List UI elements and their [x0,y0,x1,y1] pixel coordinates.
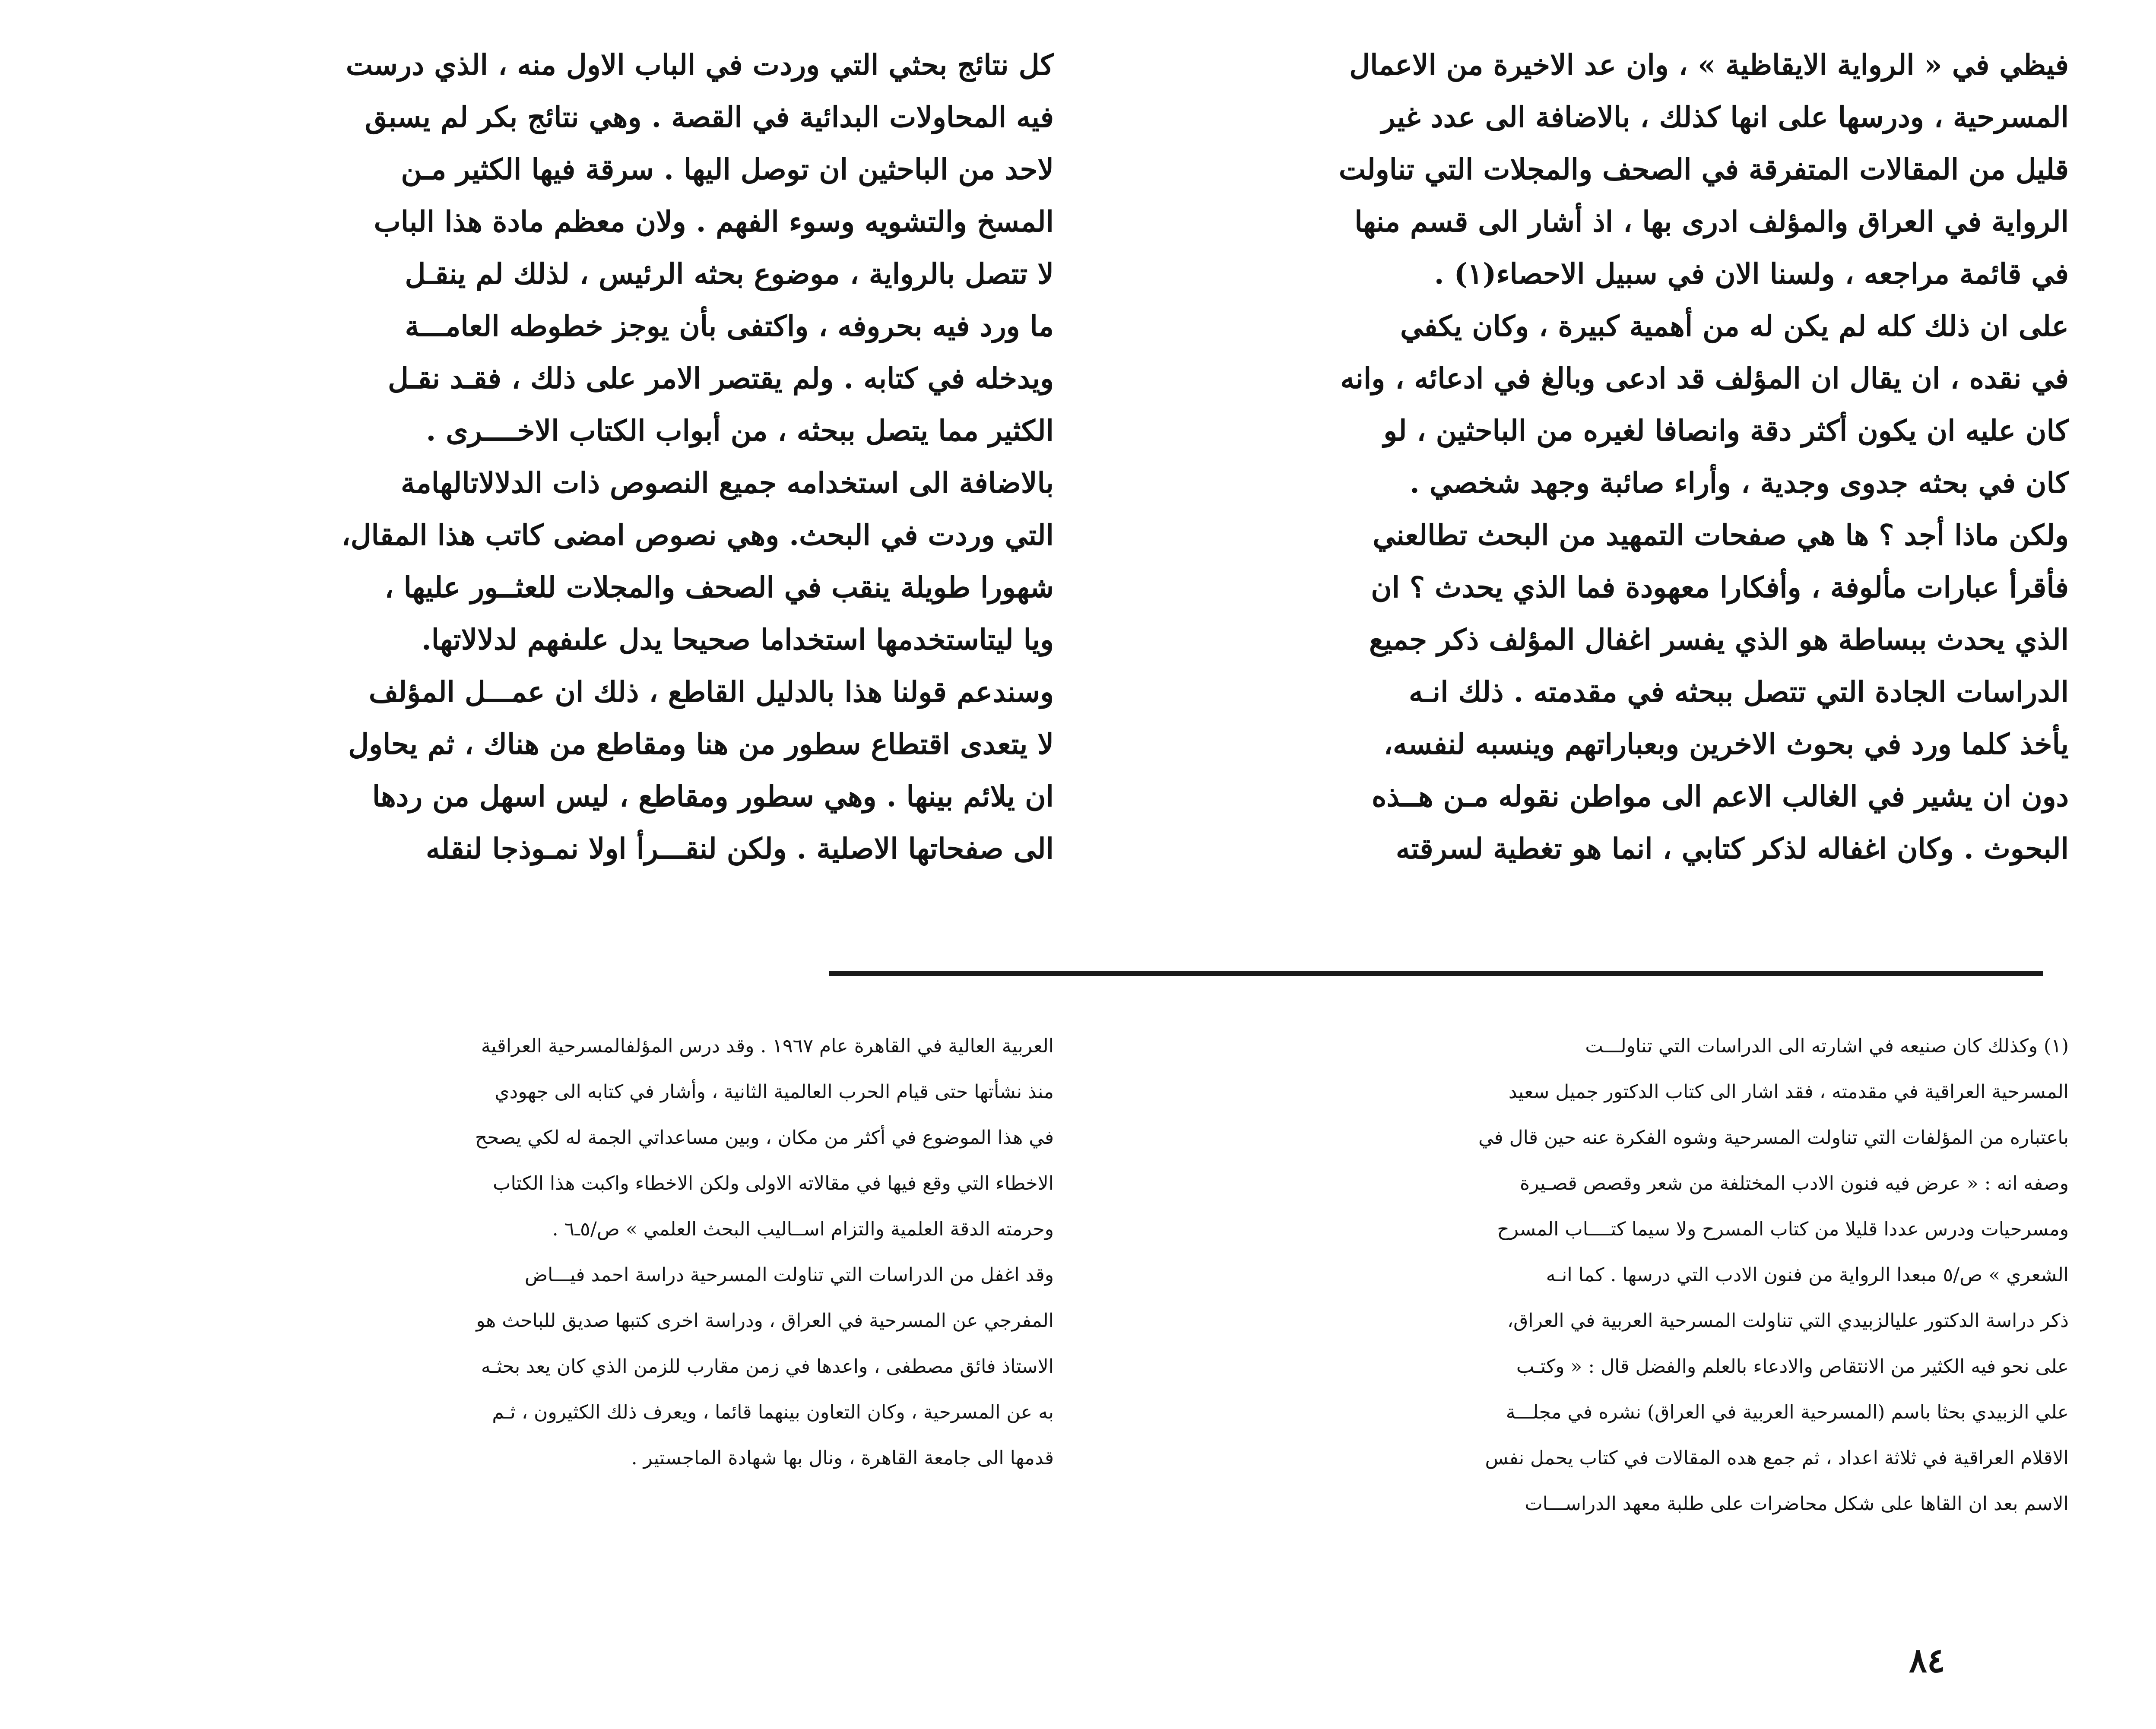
footnote-line: على نحو فيه الكثير من الانتقاص والادعاء بالعلم والفضل قال : « وكتـب [1516,1355,2069,1378]
footnote-line: وقد اغفل من الدراسات التي تناولت المسرحية دراسة احمد فيـــاض [524,1264,1054,1286]
text-line: في نقده ، ان يقال ان المؤلف قد ادعى وبالغ في ادعائه ، وانه [1340,361,2069,395]
text-line: الكثير مما يتصل ببحثه ، من أبواب الكتاب الاخــــرى . [426,414,1054,447]
text-line: قليل من المقالات المتفرقة في الصحف والمجلات التي تناولت [1338,152,2069,186]
footnote-line: الاقلام العراقية في ثلاثة اعداد ، ثم جمع هده المقالات في كتاب يحمل نفس [1485,1447,2069,1469]
text-line: لا تتصل بالرواية ، موضوع بحثه الرئيس ، لذلك لم ينقـل [405,257,1054,291]
text-line: بالاضافة الى استخدامه جميع النصوص ذات الدلالاتالهامة [401,466,1054,500]
footnote-line: الاخطاء التي وقع فيها في مقالاته الاولى ولكن الاخطاء واكبت هذا الكتاب [493,1172,1054,1194]
text-line: البحوث . وكان اغفاله لذكر كتابي ، انما هو تغطية لسرقته [1395,832,2069,865]
footnote-separator-rule [829,971,2043,976]
footnote-right-column [1119,1023,2069,1637]
text-line: المسرحية ، ودرسها على انها كذلك ، بالاضافة الى عدد غير [1381,100,2069,134]
text-line: الى صفحاتها الاصلية . ولكن لنقـــرأ اولا نمـوذجا لنقله [425,832,1054,865]
page-number: ٨٤ [1909,1641,1945,1680]
footnote-line: وصفه انه : « عرض فيه فنون الادب المختلفة من شعر وقصص قصـيرة [1519,1172,2069,1194]
footnote-line: علي الزبيدي بحثا باسم (المسرحية العربية في العراق) نشره في مجلـــة [1506,1401,2069,1423]
footnote-line: الشعري » ص/٥ مبعدا الرواية من فنون الادب التي درسها . كما انـه [1546,1264,2069,1286]
footnote-left-column [104,1023,1054,1524]
footnote-line: منذ نشأتها حتى قيام الحرب العالمية الثانية ، وأشار في كتابه الى جهودي [495,1081,1054,1103]
text-line: كان في بحثه جدوى وجدية ، وأراء صائبة وجهد شخصي . [1409,466,2069,500]
text-line: ويا ليتاستخدمها استخداما صحيحا يدل علىفهم لدلالاتها. [421,623,1054,656]
text-line: ويدخله في كتابه . ولم يقتصر الامر على ذلك ، فقـد نقـل [387,361,1054,395]
footnote-line: في هذا الموضوع في أكثر من مكان ، وبين مساعداتي الجمة له لكي يصحح [475,1127,1054,1149]
text-line: لا يتعدى اقتطاع سطور من هنا ومقاطع من هناك ، ثم يحاول [348,727,1054,761]
text-line: الذي يحدث ببساطة هو الذي يفسر اغفال المؤلف ذكر جميع [1369,623,2069,656]
footnote-line: قدمها الى جامعة القاهرة ، ونال بها شهادة الماجستير . [631,1447,1054,1469]
text-line: فأقرأ عبارات مألوفة ، وأفكارا معهودة فما الذي يحدث ؟ ان [1371,570,2069,604]
text-line: فيظي في « الرواية الايقاظية » ، وان عد الاخيرة من الاعمال [1349,48,2069,82]
text-line: وسندعم قولنا هذا بالدليل القاطع ، ذلك ان عمـــل المؤلف [368,675,1054,709]
text-line: شهورا طويلة ينقب في الصحف والمجلات للعثــور عليها ، [384,570,1054,604]
footnote-line: ذكر دراسة الدكتور عليالزبيدي التي تناولت المسرحية العربية في العراق، [1507,1310,2069,1332]
text-line: فيه المحاولات البدائية في القصة . وهي نتائج بكر لم يسبق [365,100,1054,134]
footnote-line: العربية العالية في القاهرة عام ١٩٦٧ . وقد درس المؤلفالمسرحية العراقية [481,1035,1054,1057]
text-line: التي وردت في البحث. وهي نصوص امضى كاتب هذا المقال، [341,518,1054,552]
text-line: في قائمة مراجعه ، ولسنا الان في سبيل الاحصاء(١) . [1434,257,2069,291]
text-line: كل نتائج بحثي التي وردت في الباب الاول منه ، الذي درست [346,48,1054,82]
text-line: المسخ والتشويه وسوء الفهم . ولان معظم مادة هذا الباب [374,205,1054,238]
text-line: دون ان يشير في الغالب الاعم الى مواطن نقوله مـن هــذه [1371,779,2069,813]
footnote-line: به عن المسرحية ، وكان التعاون بينهما قائما ، ويعرف ذلك الكثيرون ، ثـم [492,1401,1054,1423]
text-line: الدراسات الجادة التي تتصل ببحثه في مقدمته . ذلك انـه [1409,675,2069,709]
footnote-line: الاستاذ فائق مصطفى ، واعدها في زمن مقارب للزمن الذي كان يعد بحثـه [481,1355,1054,1378]
footnote-line: (١) وكذلك كان صنيعه في اشارته الى الدراسات التي تناولـــت [1585,1035,2069,1057]
text-line: لاحد من الباحثين ان توصل اليها . سرقة فيها الكثير مـن [401,152,1054,186]
main-text-left-column [104,39,1054,954]
text-line: على ان ذلك كله لم يكن له من أهمية كبيرة ، وكان يكفي [1400,309,2069,343]
footnote-line: باعتباره من المؤلفات التي تناولت المسرحية وشوه الفكرة عنه حين قال في [1478,1127,2069,1149]
footnote-line: الاسم بعد ان القاها على شكل محاضرات على طلبة معهد الدراســـات [1525,1493,2069,1515]
text-line: ولكن ماذا أجد ؟ ها هي صفحات التمهيد من البحث تطالعني [1373,518,2069,552]
text-line: كان عليه ان يكون أكثر دقة وانصافا لغيره من الباحثين ، لو [1383,414,2069,447]
text-line: ما ورد فيه بحروفه ، واكتفى بأن يوجز خطوطه العامـــة [405,309,1054,343]
text-line: ان يلائم بينها . وهي سطور ومقاطع ، ليس اسهل من ردها [372,779,1054,813]
footnote-line: المفرجي عن المسرحية في العراق ، ودراسة اخرى كتبها صديق للباحث هو [476,1310,1054,1332]
main-text-right-column [1119,39,2069,954]
footnote-line: المسرحية العراقية في مقدمته ، فقد اشار الى كتاب الدكتور جميل سعيد [1508,1081,2069,1103]
text-line: الرواية في العراق والمؤلف ادرى بها ، اذ أشار الى قسم منها [1354,205,2069,238]
footnote-line: ومسرحيات ودرس عددا قليلا من كتاب المسرح ولا سيما كتــــاب المسرح [1497,1218,2069,1240]
text-line: يأخذ كلما ورد في بحوث الاخرين وبعباراتهم وينسبه لنفسه، [1383,727,2069,761]
footnote-line: وحرمته الدقة العلمية والتزام اســاليب البحث العلمي » ص/٥ـ٦ . [552,1218,1054,1240]
